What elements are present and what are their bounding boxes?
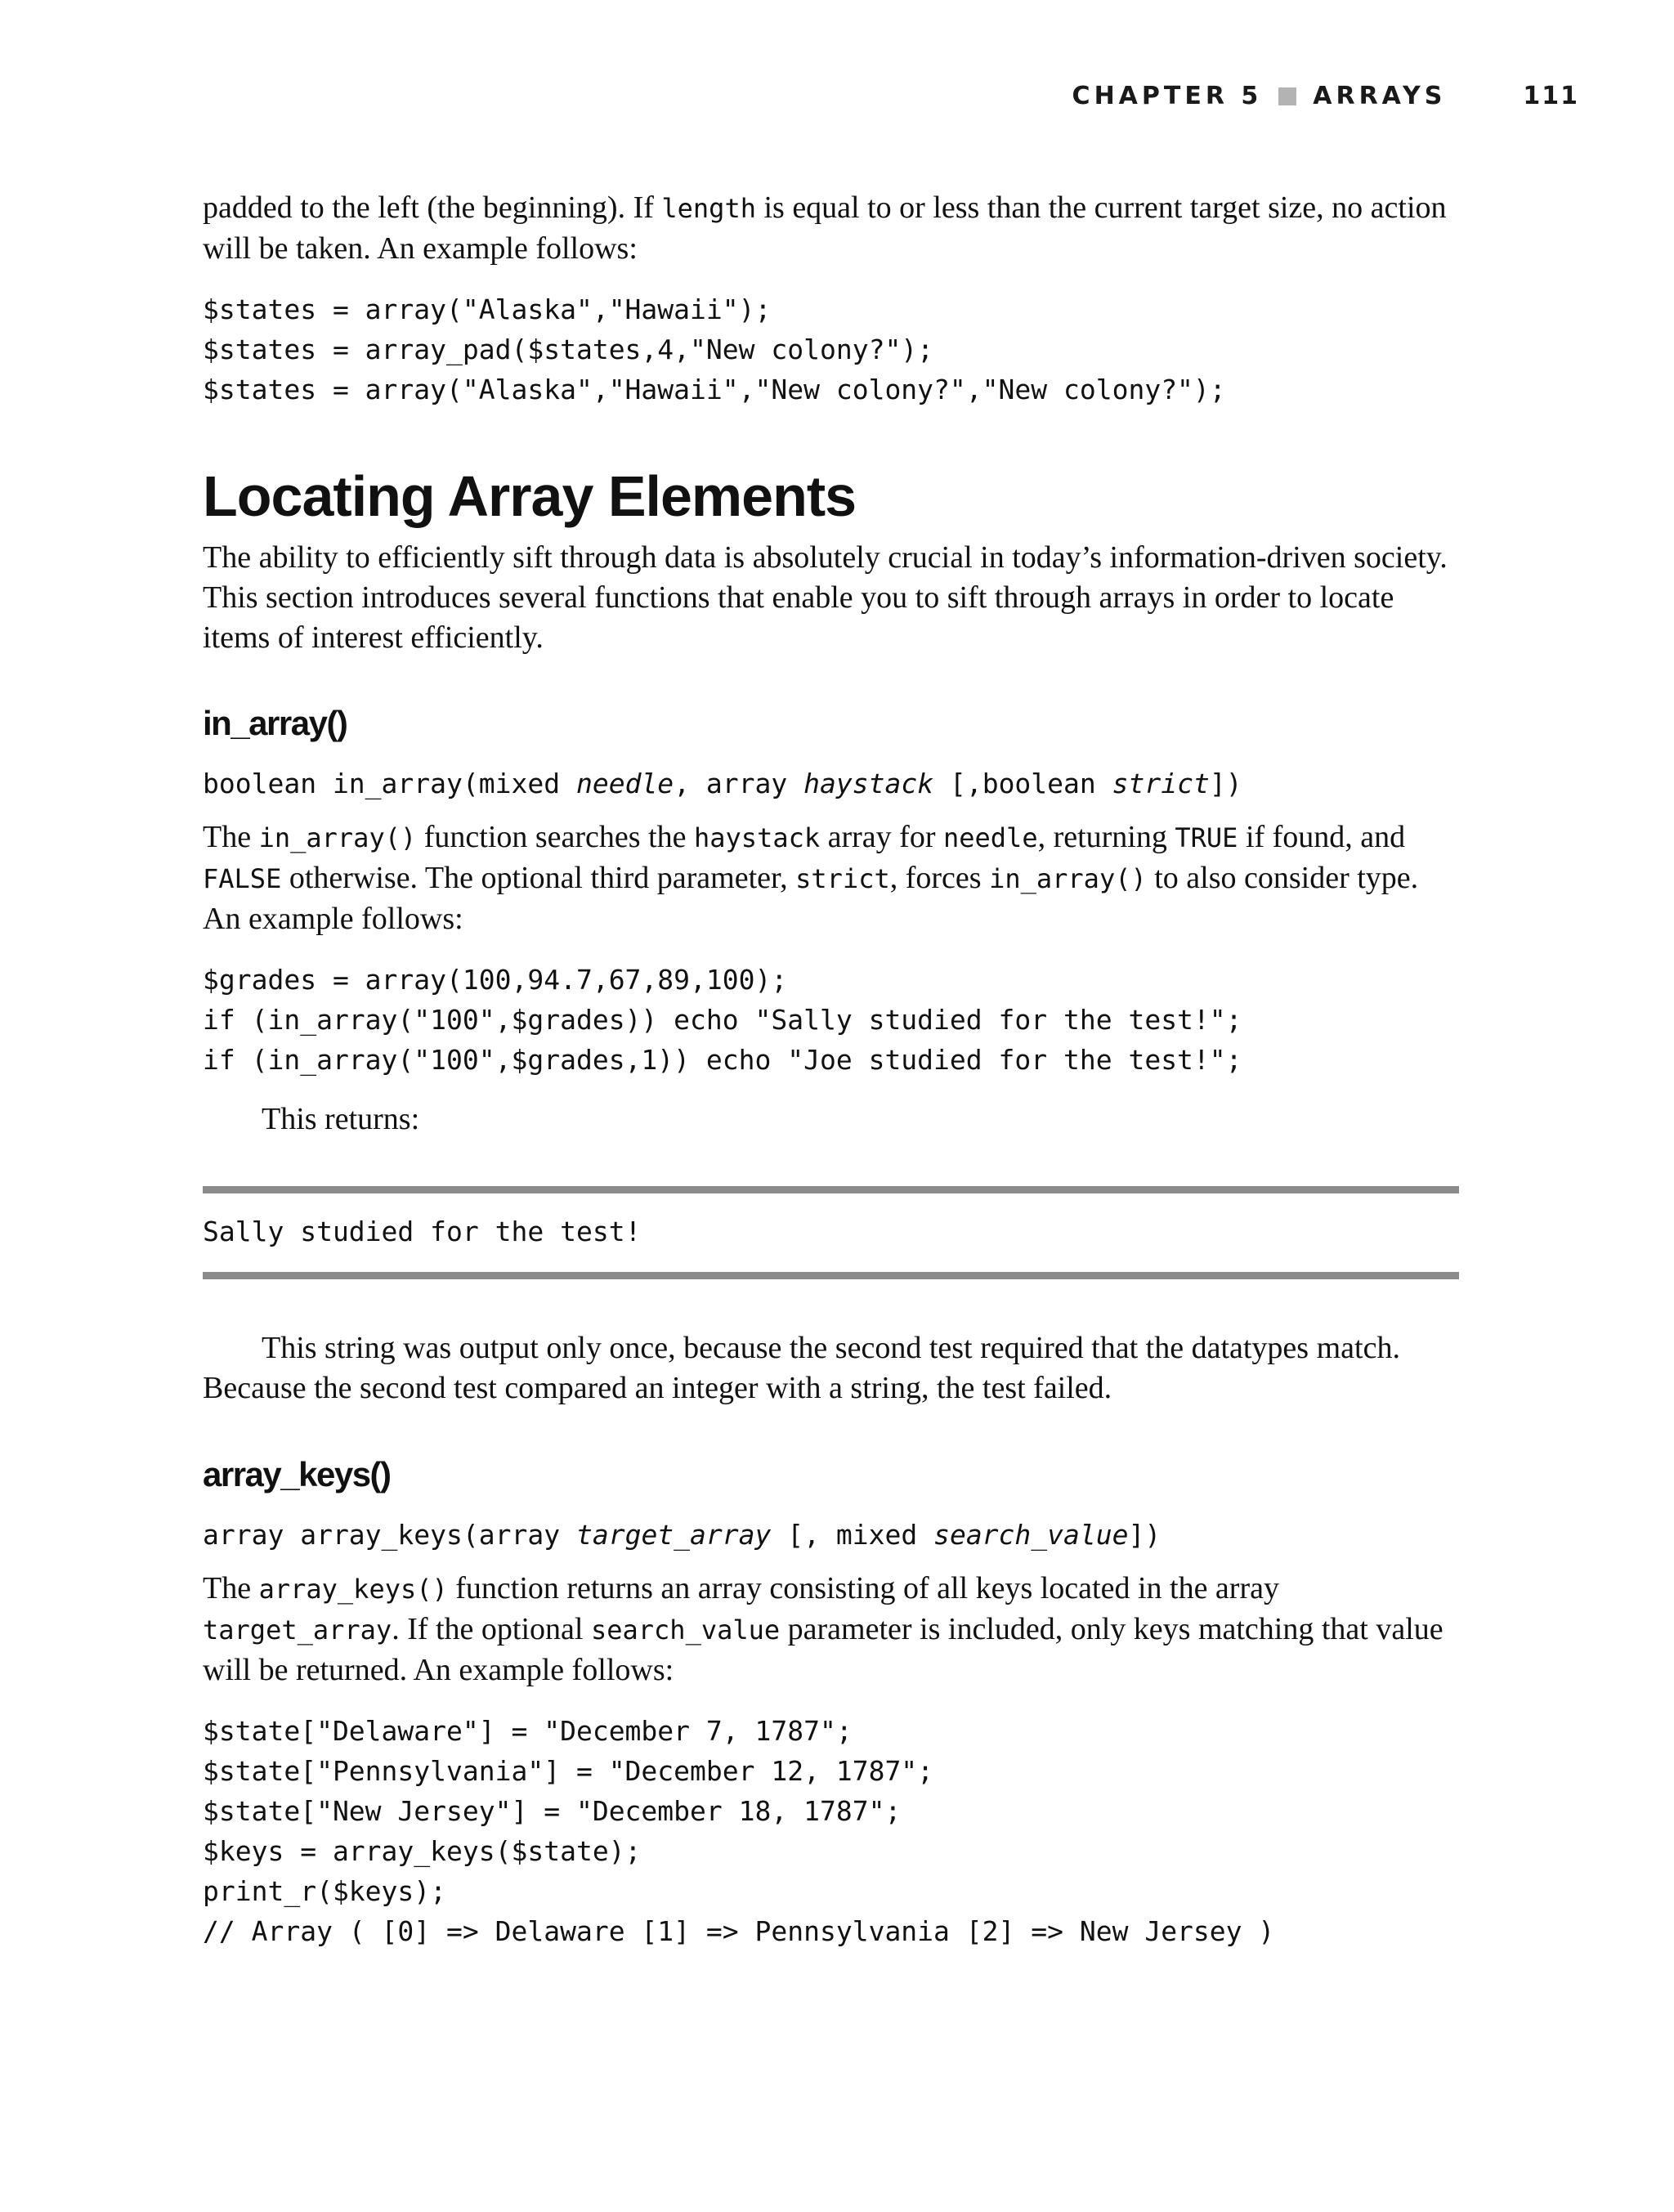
code-line: $grades = array(100,94.7,67,89,100); xyxy=(203,964,788,996)
inline-code: strict xyxy=(795,863,890,894)
signature-text: , array xyxy=(674,768,804,799)
inline-code: target_array xyxy=(203,1614,392,1646)
param-haystack: haystack xyxy=(803,768,934,799)
code-block-array-keys xyxy=(203,1711,1461,1951)
separator-square-icon xyxy=(1278,87,1296,105)
code-line: $state["Pennsylvania"] = "December 12, 1787"; xyxy=(203,1755,934,1787)
signature-text: array array_keys(array xyxy=(203,1519,576,1551)
desc-text: The xyxy=(203,820,259,854)
desc-text: The xyxy=(203,1571,259,1605)
page-content xyxy=(203,188,1461,1951)
signature-text: boolean in_array(mixed xyxy=(203,768,576,799)
desc-text: otherwise. The optional third parameter, xyxy=(281,861,796,895)
output-text: Sally studied for the test! xyxy=(203,1216,642,1247)
desc-text: if found, and xyxy=(1238,820,1406,854)
intro-paragraph xyxy=(203,188,1461,269)
signature-text: [, mixed xyxy=(771,1519,934,1551)
section-intro-paragraph: The ability to efficiently sift through data is absolutely crucial in today’s information-driven society. This section introduces several functions that enable you to sift through arrays in order to locate items of interest efficiently. xyxy=(203,540,1448,655)
code-line: print_r($keys); xyxy=(203,1875,447,1907)
signature-text: ]) xyxy=(1209,768,1242,799)
desc-text: to also consider type. An example follows: xyxy=(203,861,1419,936)
code-line: if (in_array("100",$grades)) echo "Sally studied for the test!"; xyxy=(203,1004,1242,1036)
param-needle: needle xyxy=(575,768,674,799)
desc-text: parameter is included, only keys matching that value will be returned. An example follows: xyxy=(203,1612,1443,1687)
inline-code: in_array() xyxy=(258,822,417,853)
in-array-description xyxy=(203,817,1461,939)
intro-text: is equal to or less than the current target size, no action will be taken. An example follows: xyxy=(203,190,1447,266)
desc-text: , returning xyxy=(1037,820,1175,854)
code-line: // Array ( [0] => Delaware [1] => Pennsylvania [2] => New Jersey ) xyxy=(203,1915,1275,1947)
inline-code: length xyxy=(661,193,756,224)
code-line: $states = array("Alaska","Hawaii","New colony?","New colony?"); xyxy=(203,374,1226,405)
param-target-array: target_array xyxy=(575,1519,772,1551)
signature-text: ]) xyxy=(1128,1519,1162,1551)
code-line: $state["New Jersey"] = "December 18, 1787"; xyxy=(203,1795,902,1827)
page-number: 111 xyxy=(1523,82,1579,110)
in-array-explanation: This string was output only once, because the second test required that the datatypes match. Because the second test compared an integer with a string, the test failed. xyxy=(203,1331,1400,1405)
inline-code: search_value xyxy=(590,1614,781,1646)
in-array-signature xyxy=(203,763,1461,804)
desc-text: , forces xyxy=(889,861,990,895)
inline-code: array_keys() xyxy=(258,1574,448,1605)
code-line: $state["Delaware"] = "December 7, 1787"; xyxy=(203,1715,853,1747)
inline-code: in_array() xyxy=(989,863,1147,894)
chapter-label: CHAPTER 5 xyxy=(1072,82,1263,110)
param-search-value: search_value xyxy=(933,1519,1129,1551)
desc-text: function searches the xyxy=(416,820,694,854)
chapter-title: ARRAYS xyxy=(1313,82,1447,110)
array-keys-signature xyxy=(203,1515,1461,1555)
returns-label: This returns: xyxy=(262,1102,420,1136)
output-box xyxy=(203,1186,1459,1279)
inline-code: needle xyxy=(942,822,1038,853)
code-line: $states = array("Alaska","Hawaii"); xyxy=(203,293,772,325)
code-block-in-array xyxy=(203,960,1461,1080)
section-title: Locating Array Elements xyxy=(203,464,857,528)
code-line: if (in_array("100",$grades,1)) echo "Joe studied for the test!"; xyxy=(203,1044,1242,1076)
running-header xyxy=(1072,82,1579,110)
inline-code: haystack xyxy=(694,822,821,853)
in-array-heading: in_array() xyxy=(203,704,347,742)
desc-text: function returns an array consisting of all keys located in the array xyxy=(447,1571,1279,1605)
code-block-array-pad xyxy=(203,289,1461,410)
intro-text: padded to the left (the beginning). If xyxy=(203,190,662,225)
inline-code: FALSE xyxy=(203,863,282,894)
array-keys-description xyxy=(203,1569,1461,1690)
desc-text: array for xyxy=(820,820,943,854)
param-strict: strict xyxy=(1112,768,1210,799)
array-keys-heading: array_keys() xyxy=(203,1455,391,1493)
inline-code: TRUE xyxy=(1175,822,1238,853)
signature-text: [,boolean xyxy=(933,768,1112,799)
code-line: $states = array_pad($states,4,"New colony?"); xyxy=(203,334,934,365)
desc-text: . If the optional xyxy=(392,1612,591,1646)
code-line: $keys = array_keys($state); xyxy=(203,1835,642,1867)
